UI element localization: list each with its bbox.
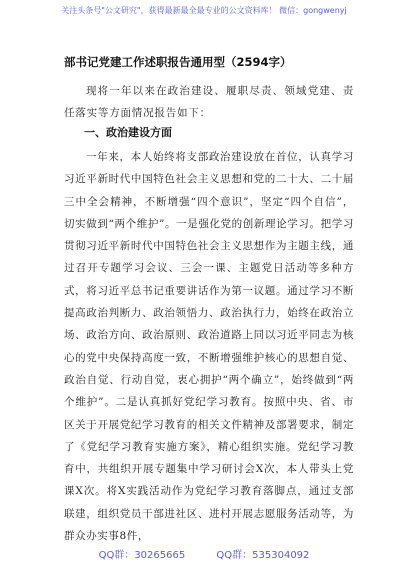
footer-qq-group-1: QQ群：30265665 — [98, 550, 186, 561]
footer — [0, 546, 408, 561]
body-paragraph: 一年来，本人始终将支部政治建设放在首位，认真学习习近平新时代中国特色社会主义思想和党的二十大、二十届三中全会精神，不断增强“四个意识”，坚定“四个自信”，切实做到“两个维护”。一是强化党的创新理论学习。把学习贯彻习近平新时代中国特色社会主义思想作为主题主线，通过召开专题学习会议、三会一课、主题党日活动等多种方式，将习近平总书记重要讲话作为第一议题。通过学习不断提高政治判断力、政治领悟力、政治执行力，始终在政治立场、政治方向、政治原则、政治道路上同以习近平同志为核心的党中央保持高度一致，不断增强维护核心的思想自觉、政治自觉、行动自觉，衷心拥护“两个确立”，始终做到“两个维护”。二是认真抓好党纪学习教育。按照中央、省、市区关于开展党纪学习教育的相关文件精神及部署要求，制定了《党纪学习教育实施方案》，精心组织实施。党纪学习教育中，共组织开展专题集中学习研讨会X次，本人带头上党课X次。将X实践活动作为党纪学习教育落脚点，通过支部联建，组织党员干部进社区、进村开展志愿服务活动等，为群众办实事8件， — [64, 151, 354, 543]
top-banner: 关注头条号"公文研究"，获得最新最全最专业的公文资料库！ 微信：gongwenyj — [61, 6, 347, 15]
document-title: 部书记党建工作述职报告通用型（2594字） — [64, 55, 292, 69]
intro-paragraph: 现将一年以来在政治建设、履职尽责、领域党建、责任落实等方面情况报告如下： — [64, 85, 354, 119]
footer-qq-group-2: QQ群：535304092 — [216, 550, 310, 561]
section-heading: 一、政治建设方面 — [84, 126, 172, 139]
